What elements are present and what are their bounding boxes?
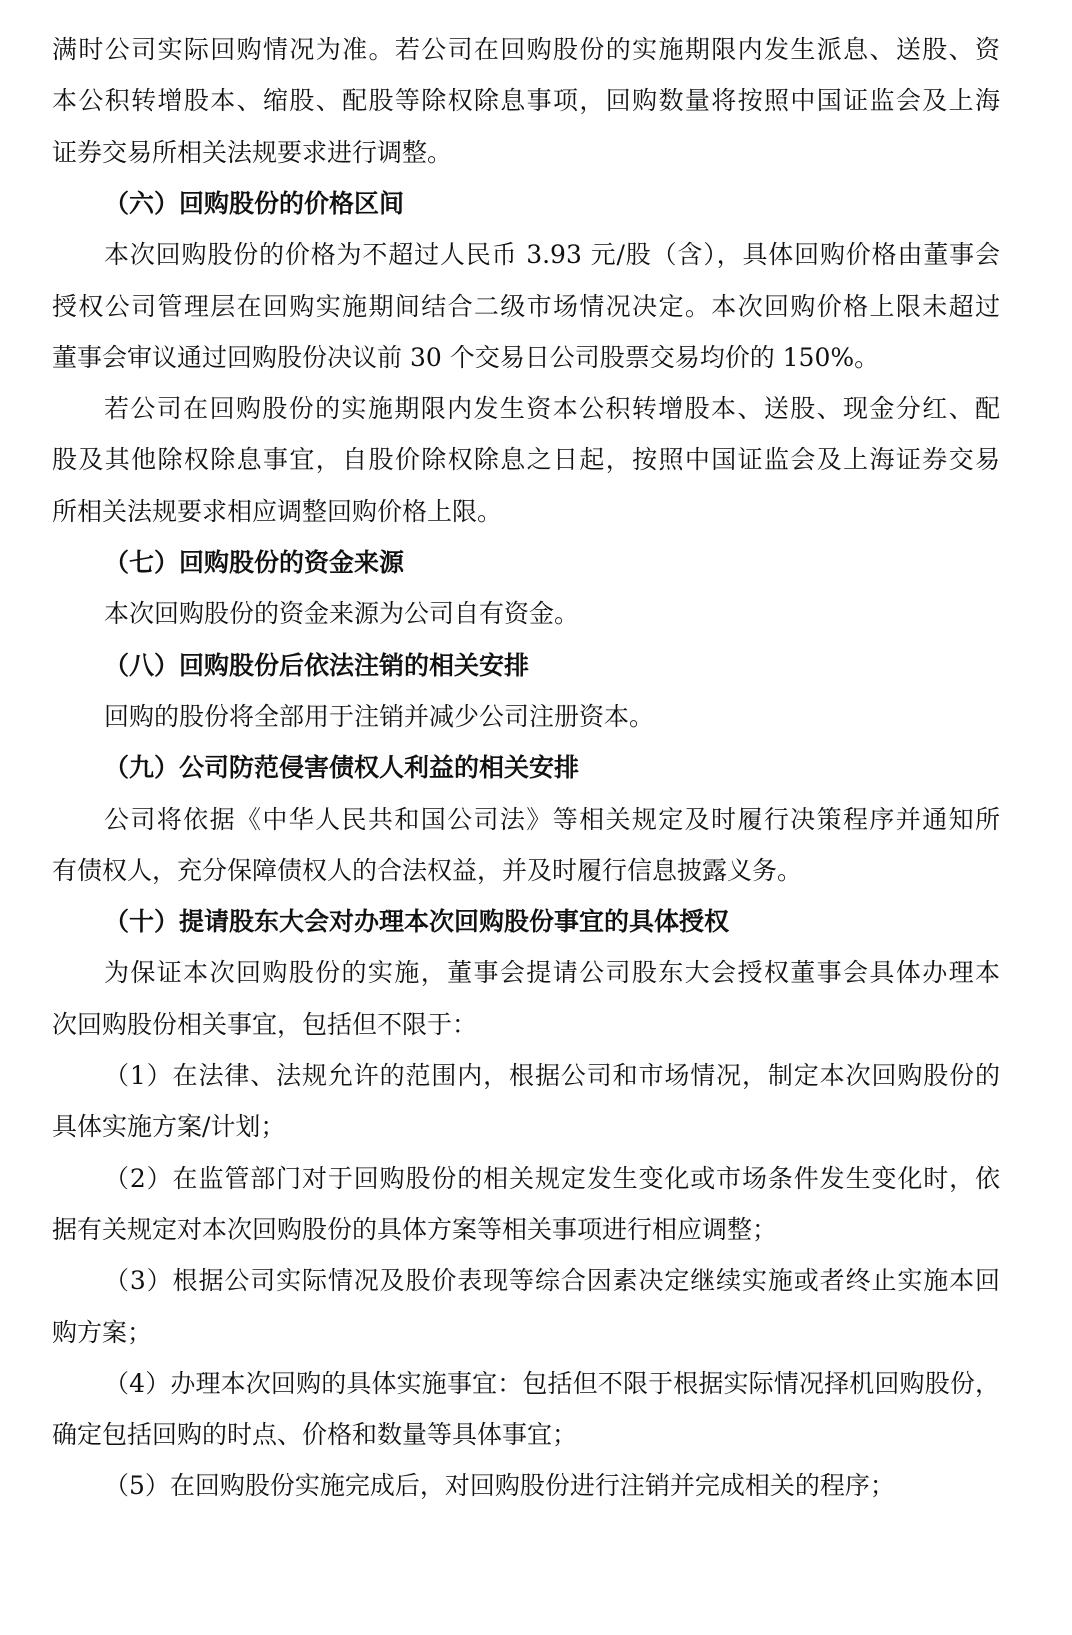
paragraph-line: 公司将依据《中华人民共和国公司法》等相关规定及时履行决策程序并通知所	[104, 804, 1000, 834]
paragraph-line: 本公积转增股本、缩股、配股等除权除息事项，回购数量将按照中国证监会及上海	[52, 86, 1000, 116]
paragraph-line: 回购的股份将全部用于注销并减少公司注册资本。	[104, 701, 655, 731]
paragraph-line: 所相关法规要求相应调整回购价格上限。	[52, 496, 503, 526]
paragraph-line: 具体实施方案/计划；	[52, 1112, 286, 1142]
section-heading: （六）回购股份的价格区间	[104, 188, 405, 218]
paragraph-line: 授权公司管理层在回购实施期间结合二级市场情况决定。本次回购价格上限未超过	[52, 291, 1000, 321]
paragraph-line: 据有关规定对本次回购股份的具体方案等相关事项进行相应调整；	[52, 1214, 778, 1244]
paragraph-line: （3）根据公司实际情况及股价表现等综合因素决定继续实施或者终止实施本回	[104, 1266, 1000, 1296]
section-heading: （八）回购股份后依法注销的相关安排	[104, 650, 530, 680]
paragraph-line: 本次回购股份的价格为不超过人民币 3.93 元/股（含），具体回购价格由董事会	[104, 240, 1000, 270]
section-heading: （七）回购股份的资金来源	[104, 548, 405, 577]
paragraph-line: 为保证本次回购股份的实施，董事会提请公司股东大会授权董事会具体办理本	[104, 958, 1000, 988]
paragraph-line: 购方案；	[52, 1317, 153, 1347]
paragraph-line: （2）在监管部门对于回购股份的相关规定发生变化或市场条件发生变化时，依	[104, 1163, 1000, 1193]
paragraph-line: 本次回购股份的资金来源为公司自有资金。	[104, 599, 580, 629]
paragraph-line: 证券交易所相关法规要求进行调整。	[52, 137, 453, 167]
paragraph-line: 有债权人，充分保障债权人的合法权益，并及时履行信息披露义务。	[52, 855, 803, 885]
paragraph-line: （1）在法律、法规允许的范围内，根据公司和市场情况，制定本次回购股份的	[104, 1061, 1000, 1090]
paragraph-line: 确定包括回购的时点、价格和数量等具体事宜；	[52, 1420, 578, 1450]
paragraph-line: 次回购股份相关事宜，包括但不限于：	[52, 1009, 478, 1039]
paragraph-line: 董事会审议通过回购股份决议前 30 个交易日公司股票交易均价的 150%。	[52, 342, 880, 372]
paragraph-line: 满时公司实际回购情况为准。若公司在回购股份的实施期限内发生派息、送股、资	[52, 35, 1000, 64]
paragraph-line: （4）办理本次回购的具体实施事宜：包括但不限于根据实际情况择机回购股份，	[104, 1368, 1000, 1398]
paragraph-line: 股及其他除权除息事宜，自股价除权除息之日起，按照中国证监会及上海证券交易	[52, 445, 1000, 475]
paragraph-line: （5）在回购股份实施完成后，对回购股份进行注销并完成相关的程序；	[104, 1471, 895, 1501]
section-heading: （九）公司防范侵害债权人利益的相关安排	[104, 753, 580, 783]
section-heading: （十）提请股东大会对办理本次回购股份事宜的具体授权	[104, 907, 730, 937]
paragraph-line: 若公司在回购股份的实施期限内发生资本公积转增股本、送股、现金分红、配	[104, 394, 1000, 424]
